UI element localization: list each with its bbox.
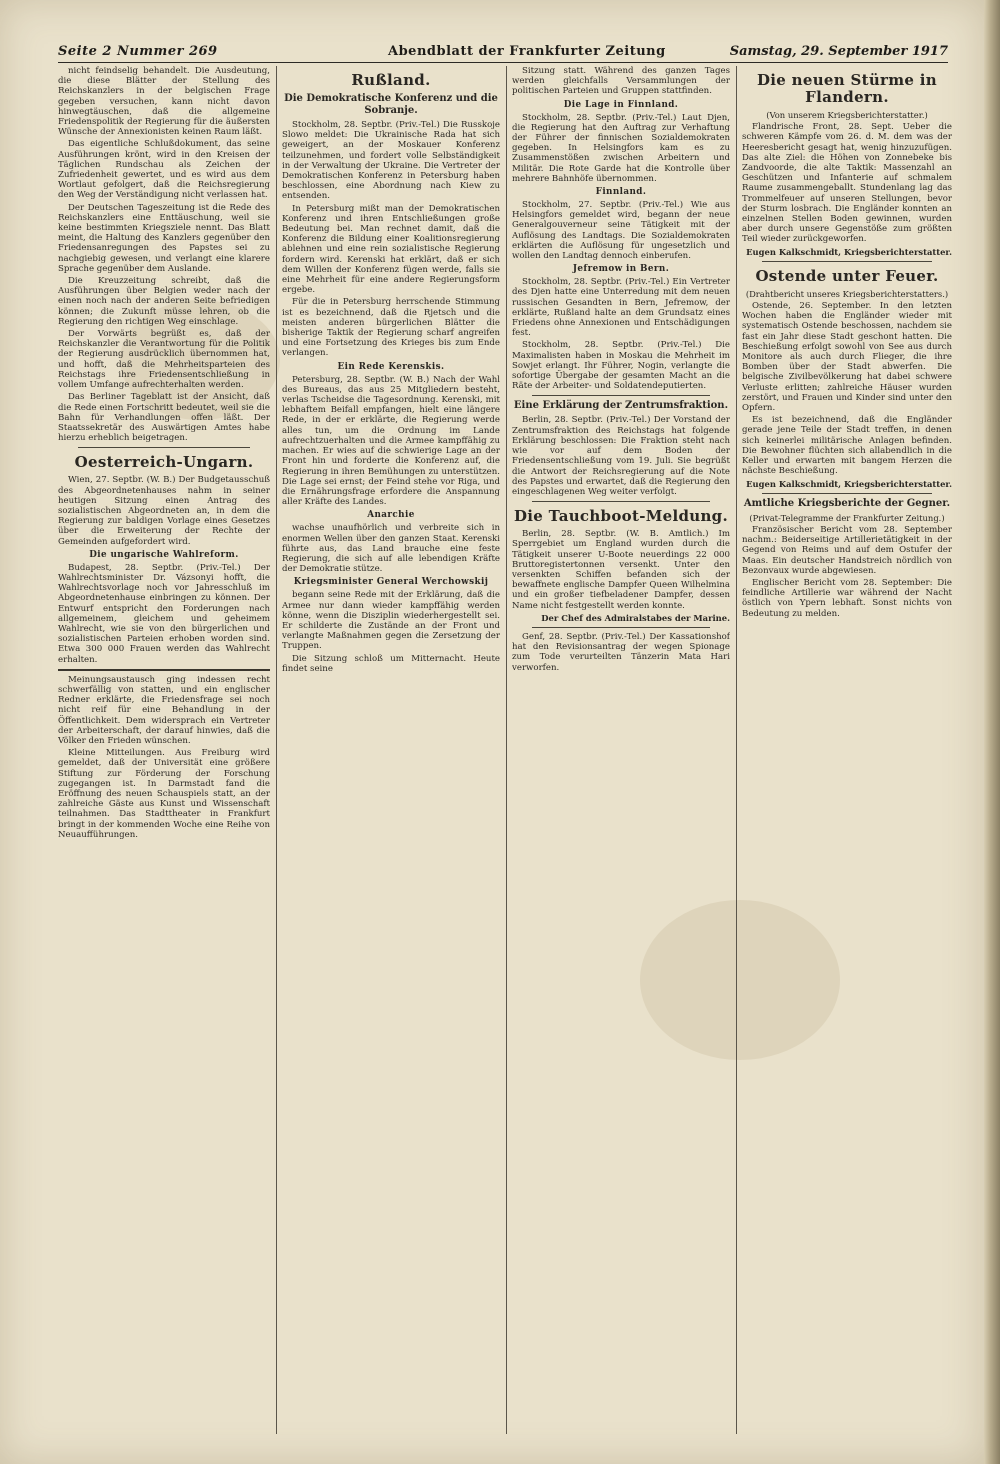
subheading-conference: Die Demokratische Konferenz und die Sobranje. xyxy=(284,93,498,116)
section-heading-flandern: Die neuen Stürme in Flandern. xyxy=(756,71,937,106)
subheading-finland-situation: Die Lage in Finnland. xyxy=(563,99,679,110)
article-paragraph: Der Vorwärts begrüßt es, daß der Reichskanzler die Verantwortung für die Politik der Regierung ausdrücklich übernommen hat, und hofft, daß die Mehrheitsparteien des Reichstags ihre Friedensentschließung in vollem Umfange aufrechterhalten werden. xyxy=(58,329,270,391)
article-paragraph: Genf, 28. Septbr. (Priv.-Tel.) Der Kassationshof hat den Revisionsantrag der wegen Spionage zum Tode verurteilten Tänzerin Mata Hari verworfen. xyxy=(512,631,730,673)
article-paragraph: Kleine Mitteilungen. Aus Freiburg wird gemeldet, daß der Universität eine größere Stiftung zur Förderung der Forschung zugegangen ist. In Darmstadt fand die Eröffnung des neuen Schauspiels statt, an der zahlreiche Gäste aus Kunst und Wissenschaft teilnahmen. Das Stadttheater in Frankfurt bringt in der kommenden Woche eine Reihe von Neuaufführungen. xyxy=(58,748,270,840)
issue-date: Samstag, 29. September 1917 xyxy=(729,44,948,59)
article-paragraph: Meinungsaustausch ging indessen recht schwerfällig von statten, und ein englischer Redner erklärte, die Friedensfrage sei noch nicht reif für eine Behandlung in der Öffentlichkeit. Dem widersprach ein Vertreter der Arbeiterschaft, der darauf hinwies, daß die Völker den Frieden wünschen. xyxy=(58,674,270,746)
article-paragraph: nicht feindselig behandelt. Die Ausdeutung, die diese Blätter der Stellung des Reichskanzlers in der belgischen Frage gegeben versuchen, kann nicht davon hinwegtäuschen, daß die allgemeine Friedenspolitik der Regierung für die äußersten Wünsche der Annexionisten keinen Raum läßt. xyxy=(58,66,270,138)
article-paragraph: Stockholm, 27. Septbr. (Priv.-Tel.) Wie aus Helsingfors gemeldet wird, begann der neue Generalgouverneur seine Tätigkeit mit der Auflösung des Landtags. Die Sozialdemokraten erklärten die Auflösung für ungesetzlich und wollen den Landtag dennoch einberufen. xyxy=(512,200,730,262)
article-signature: Eugen Kalkschmidt, Kriegsberichterstatter. xyxy=(746,246,952,257)
article-paragraph: Es ist bezeichnend, daß die Engländer gerade jene Teile der Stadt treffen, in denen sich keinerlei militärische Anlagen befinden. Die Bewohner flüchten sich allabendlich in die Keller und erwarten mit bangem Herzen die nächste Beschießung. xyxy=(742,415,952,477)
page-header xyxy=(58,42,948,63)
article-signature: Eugen Kalkschmidt, Kriegsberichterstatter. xyxy=(746,478,952,489)
article-paragraph: Das Berliner Tageblatt ist der Ansicht, daß die Rede einen Fortschritt bedeutet, weil sie die Bahn für Verhandlungen offen läßt. Der Staatssekretär des Auswärtigen Amtes habe hierzu erheblich beigetragen. xyxy=(58,392,270,444)
column-rule xyxy=(736,66,737,1434)
article-paragraph: Stockholm, 28. Septbr. (Priv.-Tel.) Die Maximalisten haben in Moskau die Mehrheit im Sowjet erlangt. Ihr Führer, Nogin, verlangte die sofortige Übergabe der gesamten Macht an die Räte der Arbeiter- und Soldatendeputierten. xyxy=(512,340,730,392)
subheading-finland: Finnland. xyxy=(595,187,647,198)
column-4 xyxy=(742,66,952,1434)
article-paragraph: Stockholm, 28. Septbr. (Priv.-Tel.) Laut Djen, die Regierung hat den Auftrag zur Verhaftung der Führer der finnischen Sozialdemokraten gegeben. In Helsingfors kam es zu Zusammenstößen zwischen Arbeitern und Militär. Die Rote Garde hat die Kontrolle über mehrere Bahnhöfe übernommen. xyxy=(512,112,730,184)
subheading-war-minister: Kriegsminister General Werchowskij xyxy=(293,577,489,588)
section-heading-austria: Oesterreich-Ungarn. xyxy=(74,453,254,472)
article-paragraph: Französischer Bericht vom 28. September nachm.: Beiderseitige Artillerietätigkeit in der Gegend von Reims und auf dem Ostufer der Maas. Ein deutscher Handstreich nördlich von Bezonvaux wurde abgewiesen. xyxy=(742,524,952,576)
section-heading-gegner: Amtliche Kriegsberichte der Gegner. xyxy=(743,497,951,509)
column-3 xyxy=(512,66,730,1434)
article-paragraph: Wien, 27. Septbr. (W. B.) Der Budgetausschuß des Abgeordnetenhauses nahm in seiner heutigen Sitzung einen Antrag des sozialistischen Abgeordneten an, in dem die Regierung zur baldigen Vorlage eines Gesetzes über die Erweiterung der Rechte der Gemeinden aufgefordert wird. xyxy=(58,475,270,547)
article-paragraph: Stockholm, 28. Septbr. (Priv.-Tel.) Ein Vertreter des Djen hatte eine Unterredung mit dem neuen russischen Gesandten in Bern, Jefremow, der erklärte, Rußland halte an dem Grundsatz eines Friedens ohne Annexionen und Entschädigungen fest. xyxy=(512,277,730,339)
article-paragraph: Berlin, 28. Septbr. (W. B. Amtlich.) Im Sperrgebiet um England wurden durch die Tätigkeit unserer U-Boote neuerdings 22 000 Bruttoregistertonnen versenkt. Unter den versenkten Schiffen befanden sich der bewaffnete englische Dampfer Queen Wilhelmina und ein großer tiefbeladener Dampfer, dessen Name nicht festgestellt werden konnte. xyxy=(512,529,730,611)
byline: (Von unserem Kriegsberichterstatter.) xyxy=(766,110,928,120)
article-paragraph: wachse unaufhörlich und verbreite sich in enormen Wellen über den ganzen Staat. Kerenski führte aus, das Land brauche eine feste Regierung, die sich auf alle lebendigen Kräfte der Demokratie stütze. xyxy=(282,523,500,575)
subheading-wahlreform: Die ungarische Wahlreform. xyxy=(89,549,239,560)
subheading-jefremow: Jefremow in Bern. xyxy=(572,264,670,275)
article-paragraph: Stockholm, 28. Septbr. (Priv.-Tel.) Die Russkoje Slowo meldet: Die Ukrainische Rada hat sich geweigert, an der Moskauer Konferenz teilzunehmen, und fordert volle Selbständigkeit in der Verwaltung der Ukraine. Die Vertreter der Demokratischen Konferenz in Petersburg haben beschlossen, eine Abordnung nach Kiew zu entsenden. xyxy=(282,120,500,202)
article-paragraph: Das eigentliche Schlußdokument, das seine Ausführungen krönt, wird in den Kreisen der Täglichen Rundschau als Zeichen der Zufriedenheit gewertet, und es wird aus dem Wortlaut gefolgert, daß die Reichsregierung den Weg der Verständigung nicht verlassen hat. xyxy=(58,139,270,201)
divider xyxy=(762,261,932,262)
article-paragraph: Englischer Bericht vom 28. September: Die feindliche Artillerie war während der Nacht östlich von Ypern lebhaft. Sonst nichts von Bedeutung zu melden. xyxy=(742,577,952,619)
column-rule xyxy=(276,66,277,1434)
masthead-title: Abendblatt der Frankfurter Zeitung xyxy=(388,44,666,59)
section-heading-zentrum: Eine Erklärung der Zentrumsfraktion. xyxy=(513,400,729,412)
article-paragraph: Der Deutschen Tageszeitung ist die Rede des Reichskanzlers eine Enttäuschung, weil sie keine bestimmten Kriegsziele nennt. Das Blatt meint, die Haltung des Kanzlers gegenüber den Friedensanregungen des Papstes sei zu nachgiebig gewesen, und verlangt eine klarere Sprache gegenüber dem Auslande. xyxy=(58,202,270,274)
column-rule xyxy=(506,66,507,1434)
article-paragraph: begann seine Rede mit der Erklärung, daß die Armee nur dann wieder kampffähig werden könne, wenn die Disziplin wiederhergestellt sei. Er schilderte die Zustände an der Front und verlangte Maßnahmen gegen die Zersetzung der Truppen. xyxy=(282,590,500,652)
article-signature: Der Chef des Admiralstabes der Marine. xyxy=(541,612,730,623)
subheading-anarchy: Anarchie xyxy=(367,510,415,521)
article-paragraph: Flandrische Front, 28. Sept. Ueber die schweren Kämpfe vom 26. d. M. dem was der Heeresbericht gesagt hat, wenig hinzuzufügen. Das alte Ziel: die Höhen von Zonnebeke bis Zandvoorde, die alte Taktik: Massenzahl an Geschützen und Infanterie auf schmalem Raume zusammengeballt. Stundenlang lag das Trommelfeuer auf unseren Stellungen, bevor der Sturm losbrach. Die Engländer konnten an einzelnen Stellen Boden gewinnen, wurden aber durch unsere Gegenstöße zum größten Teil wieder zurückgeworfen. xyxy=(742,122,952,245)
divider xyxy=(532,395,710,396)
divider xyxy=(58,669,270,671)
byline: (Privat-Telegramme der Frankfurter Zeitung.) xyxy=(749,512,945,523)
subheading-kerenski: Ein Rede Kerenskis. xyxy=(337,361,445,372)
page-number: Seite 2 Nummer 269 xyxy=(58,44,218,59)
page-edge xyxy=(984,0,1000,1464)
column-2 xyxy=(282,66,500,1434)
section-heading-ostende: Ostende unter Feuer. xyxy=(755,266,939,285)
divider xyxy=(532,627,710,628)
article-paragraph: Sitzung statt. Während des ganzen Tages werden gleichfalls Versammlungen der politischen Parteien und Gruppen stattfinden. xyxy=(512,66,730,97)
section-heading-tauchboot: Die Tauchboot-Meldung. xyxy=(514,507,728,526)
divider xyxy=(78,447,250,448)
article-paragraph: Ostende, 26. September. In den letzten Wochen haben die Engländer wieder mit systematisch Ostende beschossen, nachdem sie fast ein Jahr diese Stadt geschont hatten. Die Beschießung erfolgt sowohl von See aus durch Monitore als auch durch Flieger, die ihre Bomben über der Stadt abwerfen. Die belgische Zivilbevölkerung hat dabei schwere Verluste erlitten; zahlreiche Häuser wurden zerstört, und Frauen und Kinder sind unter den Opfern. xyxy=(742,301,952,414)
article-paragraph: Budapest, 28. Septbr. (Priv.-Tel.) Der Wahlrechtsminister Dr. Vázsonyi hofft, die Wahlrechtsvorlage noch vor Jahresschluß im Abgeordnetenhause einbringen zu können. Der Entwurf entspricht den Forderungen nach allgemeinem, gleichem und geheimem Wahlrecht, wie sie von den bürgerlichen und sozialistischen Parteien erhoben worden sind. Etwa 300 000 Frauen werden das Wahlrecht erhalten. xyxy=(58,562,270,665)
article-paragraph: Für die in Petersburg herrschende Stimmung ist es bezeichnend, daß die Rjetsch und die meisten anderen bürgerlichen Blätter die bisherige Taktik der Regierung scharf angreifen und eine Fortsetzung des Krieges bis zum Ende verlangen. xyxy=(282,297,500,359)
divider xyxy=(532,501,710,502)
article-paragraph: In Petersburg mißt man der Demokratischen Konferenz und ihren Entschließungen große Bedeutung bei. Man rechnet damit, daß die Konferenz die Bildung einer Koalitionsregierung ablehnen und eine rein sozialistische Regierung fordern wird. Kerenski hat erklärt, daß er sich dem Willen der Konferenz fügen werde, falls sie eine Mehrheit für eine andere Regierungsform ergebe. xyxy=(282,203,500,296)
column-1 xyxy=(58,66,270,1434)
byline: (Drahtbericht unseres Kriegsberichterstatters.) xyxy=(745,288,949,299)
section-heading-russia: Rußland. xyxy=(351,71,431,89)
article-paragraph: Berlin, 28. Septbr. (Priv.-Tel.) Der Vorstand der Zentrumsfraktion des Reichstags hat folgende Erklärung beschlossen: Die Fraktion steht nach wie vor auf dem Boden der Friedensentschließung vom 19. Juli. Sie begrüßt die Antwort der Reichsregierung auf die Note des Papstes und erwartet, daß die Regierung den eingeschlagenen Weg weiter verfolgt. xyxy=(512,415,730,497)
article-paragraph: Petersburg, 28. Septbr. (W. B.) Nach der Wahl des Bureaus, das aus 25 Mitgliedern besteht, verlas Tscheidse die Tagesordnung. Kerenski, mit lebhaftem Beifall empfangen, hielt eine längere Rede, in der er erklärte, die Regierung werde alles tun, um die Ordnung im Lande aufrechtzuerhalten und die Armee kampffähig zu machen. Er wies auf die schwierige Lage an der Front hin und forderte die Konferenz auf, die Regierung in ihren Bemühungen zu unterstützen. Die Lage sei ernst; der Feind stehe vor Riga, und die Ernährungsfrage erfordere die Anspannung aller Kräfte des Landes. xyxy=(282,374,500,508)
divider xyxy=(762,493,932,494)
article-paragraph: Die Kreuzzeitung schreibt, daß die Ausführungen über Belgien weder nach der einen noch nach der anderen Seite befriedigen können; die Zukunft müsse lehren, ob die Regierung den richtigen Weg einschlage. xyxy=(58,276,270,327)
article-paragraph: Die Sitzung schloß um Mitternacht. Heute findet seine xyxy=(282,653,500,674)
